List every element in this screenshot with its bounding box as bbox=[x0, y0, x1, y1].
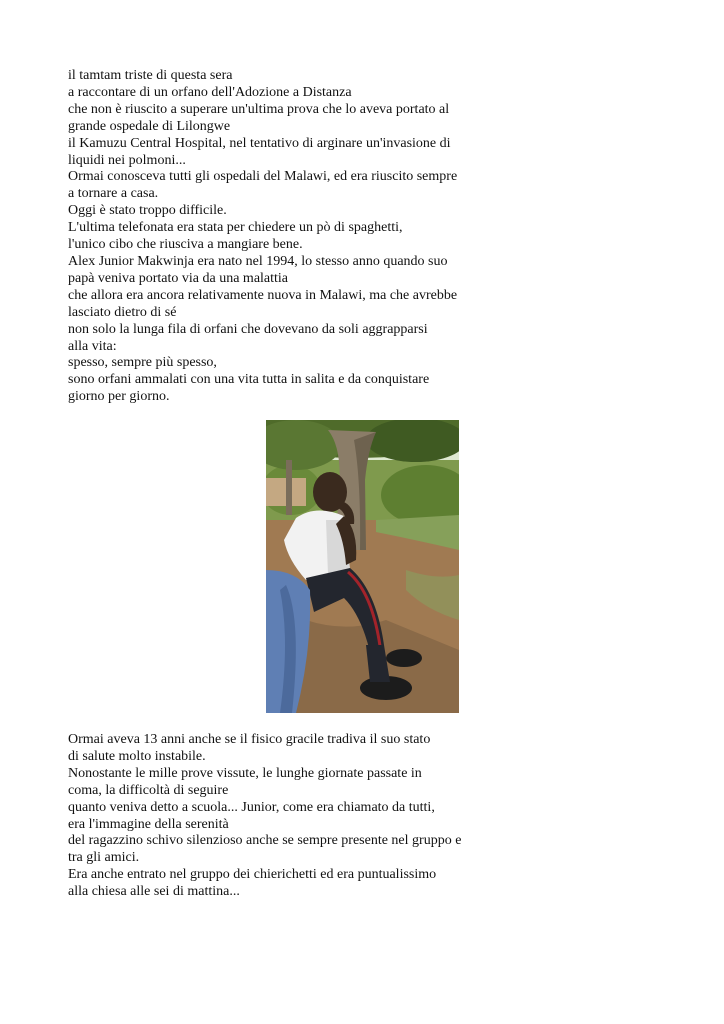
text-line: alla vita: bbox=[68, 338, 117, 354]
text-line: sono orfani ammalati con una vita tutta in salita e da conquistare bbox=[68, 372, 430, 388]
text-line: Ormai conosceva tutti gli ospedali del Malawi, ed era riuscito sempre bbox=[68, 169, 458, 185]
photo-illustration bbox=[266, 420, 459, 713]
text-line: giorno per giorno. bbox=[68, 389, 170, 405]
text-line: coma, la difficoltà di seguire bbox=[68, 782, 229, 798]
photo-small-trunk bbox=[286, 460, 292, 515]
photo-boy-sitting-under-tree bbox=[266, 420, 459, 713]
text-line: papà veniva portato via da una malattia bbox=[68, 270, 289, 286]
text-line: il Kamuzu Central Hospital, nel tentativo di arginare un'invasione di bbox=[68, 135, 451, 151]
paragraph-2 bbox=[68, 732, 508, 901]
text-line: era l'immagine della serenità bbox=[68, 816, 229, 832]
text-line: a tornare a casa. bbox=[68, 186, 159, 202]
text-line: del ragazzino schivo silenzioso anche se sempre presente nel gruppo e bbox=[68, 833, 462, 849]
text-line: l'unico cibo che riusciva a mangiare bene. bbox=[68, 237, 303, 253]
text-line: Alex Junior Makwinja era nato nel 1994, lo stesso anno quando suo bbox=[68, 253, 448, 269]
photo-boy-shoe bbox=[386, 649, 422, 667]
text-line: il tamtam triste di questa sera bbox=[68, 68, 233, 83]
text-line: Ormai aveva 13 anni anche se il fisico gracile tradiva il suo stato bbox=[68, 732, 431, 747]
text-line: spesso, sempre più spesso, bbox=[68, 355, 217, 371]
text-line: non solo la lunga fila di orfani che dovevano da soli aggrapparsi bbox=[68, 321, 428, 337]
text-line: a raccontare di un orfano dell'Adozione a Distanza bbox=[68, 84, 352, 100]
text-line: lasciato dietro di sé bbox=[68, 304, 177, 320]
text-line: liquidi nei polmoni... bbox=[68, 152, 186, 168]
text-line: tra gli amici. bbox=[68, 850, 140, 866]
text-line: Era anche entrato nel gruppo dei chierichetti ed era puntualissimo bbox=[68, 867, 437, 883]
text-line: di salute molto instabile. bbox=[68, 748, 206, 764]
text-line: Oggi è stato troppo difficile. bbox=[68, 203, 227, 219]
paragraph-1 bbox=[68, 68, 508, 406]
text-line: L'ultima telefonata era stata per chiedere un pò di spaghetti, bbox=[68, 220, 403, 236]
text-line: alla chiesa alle sei di mattina... bbox=[68, 884, 240, 900]
text-line: quanto veniva detto a scuola... Junior, come era chiamato da tutti, bbox=[68, 799, 435, 815]
text-line: Nonostante le mille prove vissute, le lunghe giornate passate in bbox=[68, 765, 422, 781]
text-line: grande ospedale di Lilongwe bbox=[68, 118, 231, 134]
text-line: che allora era ancora relativamente nuova in Malawi, ma che avrebbe bbox=[68, 287, 458, 303]
text-line: che non è riuscito a superare un'ultima prova che lo aveva portato al bbox=[68, 101, 450, 117]
